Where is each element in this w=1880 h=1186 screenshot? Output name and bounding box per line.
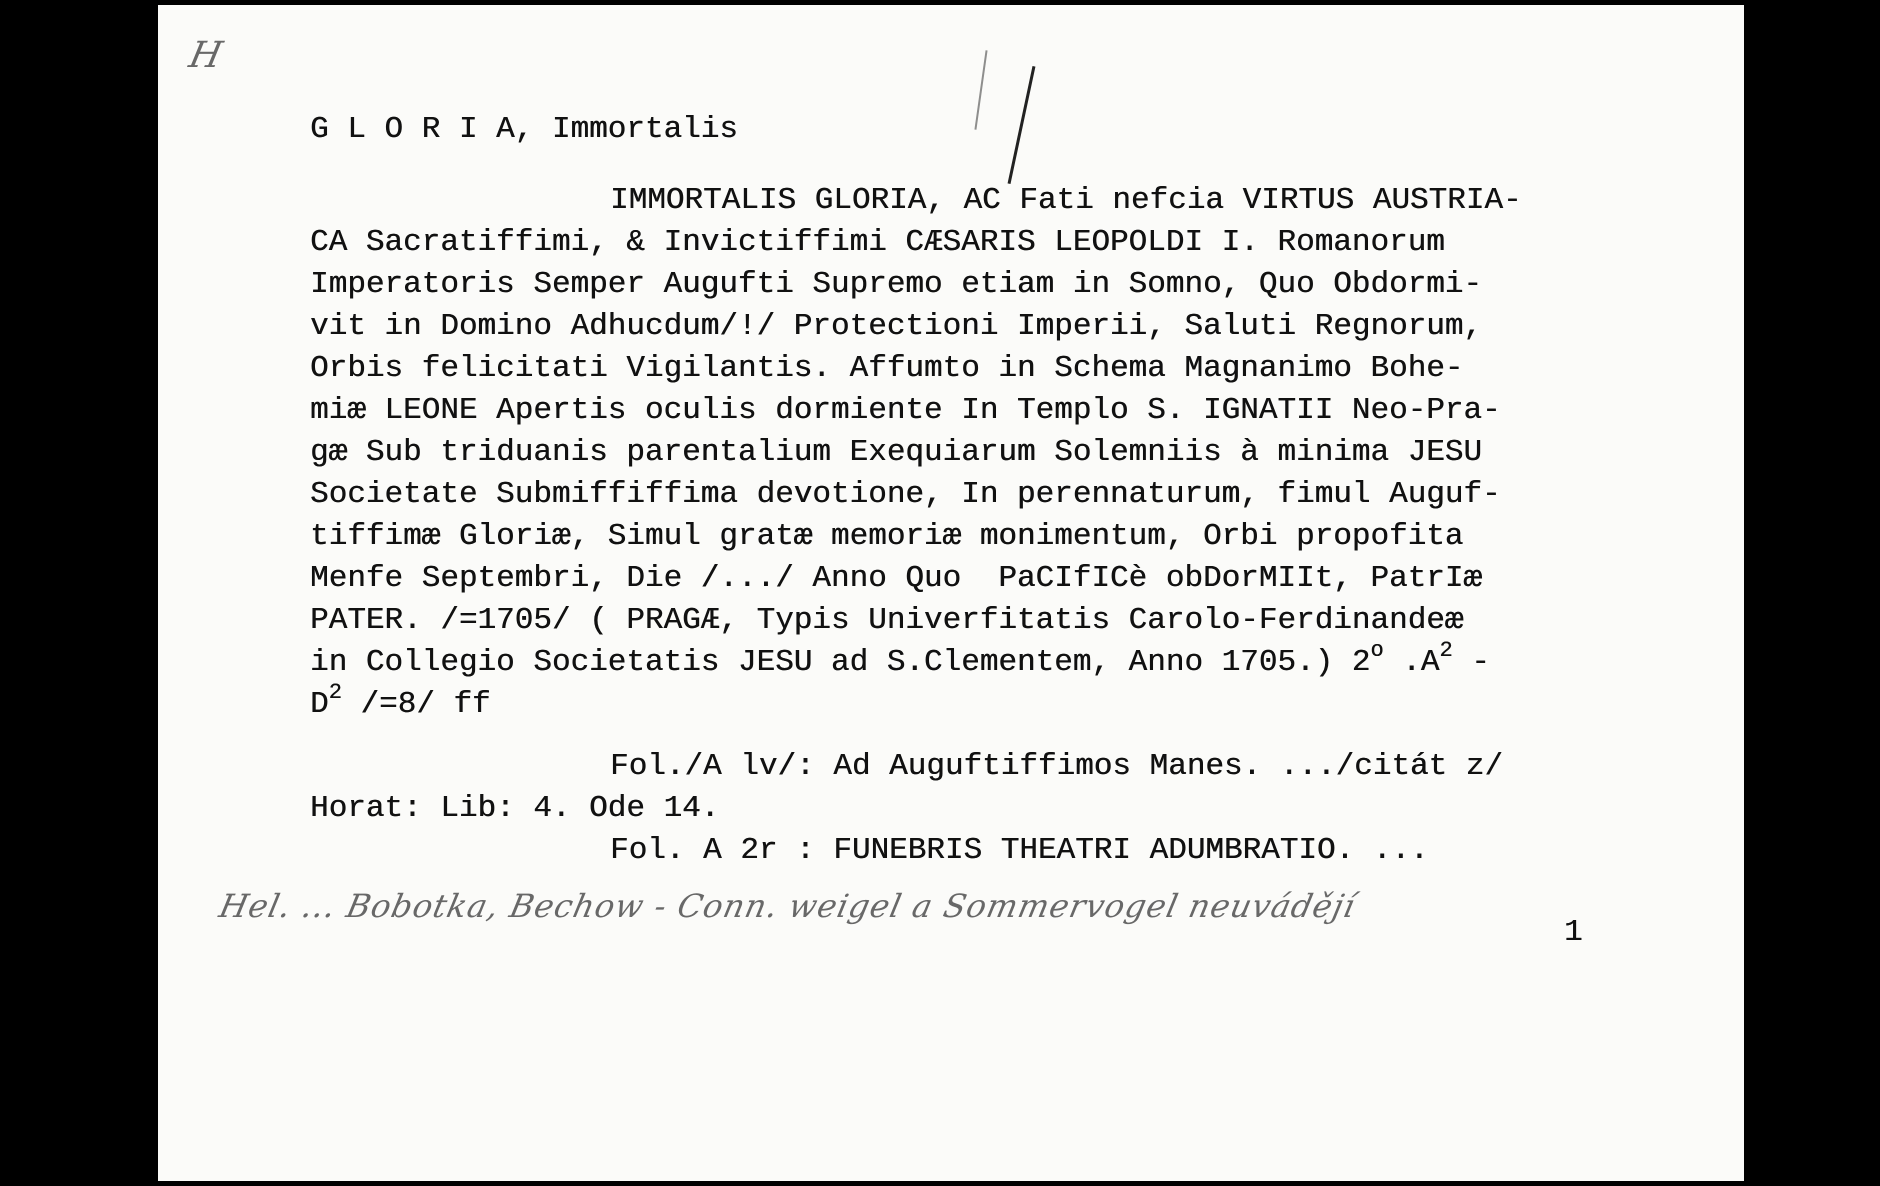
note-folio-1: Fol./A lv/: Ad Auguftiffimos Manes. .../citát z/ — [610, 749, 1503, 784]
signature-start: .A — [1383, 645, 1440, 680]
body-line: gæ Sub triduanis parentalium Exequiarum Solemniis à minima JESU — [310, 435, 1482, 470]
heading: G L O R I A, Immortalis — [310, 112, 738, 147]
leaf-count: /=8/ ff — [341, 687, 491, 722]
catalog-card — [158, 5, 1744, 1181]
signature-dash: - — [1452, 645, 1490, 680]
body-line: Societate Submiffiffima devotione, In perennaturum, fimul Auguf- — [310, 477, 1501, 512]
body-line: Imperatoris Semper Augufti Supremo etiam in Somno, Quo Obdormi- — [310, 267, 1482, 302]
collation-final-line — [310, 680, 491, 725]
corner-handwritten-mark: H — [185, 35, 227, 76]
body-line: PATER. /=1705/ ( PRAGÆ, Typis Univerfitatis Carolo-Ferdinandeæ — [310, 603, 1464, 638]
signature-start-superscript: 2 — [1439, 638, 1453, 663]
body-line: IMMORTALIS GLORIA, AC Fati nefcia VIRTUS AUSTRIA- — [610, 183, 1522, 218]
pen-stroke — [1008, 66, 1036, 184]
body-line: Orbis felicitati Vigilantis. Affumto in Schema Magnanimo Bohe- — [310, 351, 1464, 386]
collation-line — [310, 638, 1490, 683]
card-number: 1 — [1564, 915, 1583, 950]
note-folio-2: Fol. A 2r : FUNEBRIS THEATRI ADUMBRATIO. ... — [610, 833, 1429, 868]
body-line: Menfe Septembri, Die /.../ Anno Quo PaCIfICè obDorMIIt, PatrIæ — [310, 561, 1482, 596]
format-superscript: o — [1370, 638, 1384, 663]
pen-stroke — [974, 50, 987, 129]
body-line: CA Sacratiffimi, & Invictiffimi CÆSARIS LEOPOLDI I. Romanorum — [310, 225, 1445, 260]
handwritten-note: Hel. ... Bobotka, Bechow - Conn. weigel a Sommervogel neuvádějí — [215, 887, 1360, 925]
note-folio-1-cont: Horat: Lib: 4. Ode 14. — [310, 791, 720, 826]
body-line: miæ LEONE Apertis oculis dormiente In Templo S. IGNATII Neo-Pra- — [310, 393, 1501, 428]
signature-end: D — [310, 687, 329, 722]
signature-end-superscript: 2 — [328, 680, 342, 705]
imprint-text: in Collegio Societatis JESU ad S.Clementem, Anno 1705.) 2 — [310, 645, 1371, 680]
body-line: tiffimæ Gloriæ, Simul gratæ memoriæ monimentum, Orbi propofita — [310, 519, 1464, 554]
body-line: vit in Domino Adhucdum/!/ Protectioni Imperii, Saluti Regnorum, — [310, 309, 1482, 344]
